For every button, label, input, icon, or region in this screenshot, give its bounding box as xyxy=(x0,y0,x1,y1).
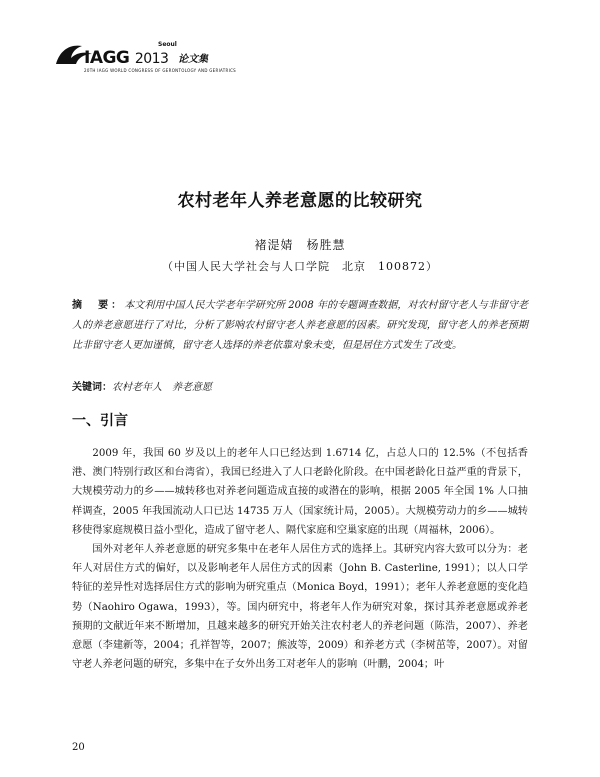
logo-text: IAGG 2013 xyxy=(84,48,169,68)
keywords-label: 关键词： xyxy=(72,382,112,393)
conference-header xyxy=(54,40,254,74)
keywords xyxy=(72,378,528,393)
abstract-label: 摘 要： xyxy=(72,300,125,311)
paper-authors: 褚湜婧 杨胜慧 xyxy=(254,238,346,252)
body-text xyxy=(72,444,528,674)
page-number: 20 xyxy=(72,742,85,753)
section-heading: 一、引言 xyxy=(72,413,128,429)
collection-label: 论文集 xyxy=(178,54,208,65)
paragraph: 国外对老年人养老意愿的研究多集中在老年人居住方式的选择上。其研究内容大致可以分为：老年人对居住方式的偏好，以及影响老年人居住方式的因素（John B. Casterline, 1991）；以人口学特征的差异性对选择居住方式的影响为研究重点（Monica Boyd，1991）；老年人养老意愿的变化趋势（Naohiro Ogawa，1993），等。国内研究中，将老年人作为研究对象，探讨其养老意愿或养老预期的文献近年来不断增加，且越来越多的研究开始关注农村老人的养老问题（陈浩，2007）、养老意愿（李建新等，2004；孔祥智等，2007；熊波等，2009）和养老方式（李树茁等，2007）。对留守老人养老问题的研究，多集中在子女外出务工对老年人的影响（叶鹏，2004；叶 xyxy=(72,544,528,671)
paragraph: 2009 年，我国 60 岁及以上的老年人口已经达到 1.6714 亿，占总人口的 12.5%（不包括香港、澳门特别行政区和台湾省），我国已经进入了人口老龄化阶段。在中国老龄化日益严重的背景下，大规模劳动力的乡——城转移也对养老问题造成直接的或潜在的影响，根据 2005 年全国 1% 人口抽样调查，2005 年我国流动人口已达 14735 万人（国家统计局，2005）。大规模劳动力的乡——城转移使得家庭规模日益小型化，造成了留守老人、隔代家庭和空巢家庭的出现（周福林，2006）。 xyxy=(72,448,528,536)
logo-subtitle: 20TH IAGG WORLD CONGRESS OF GERONTOLOGY AND GERIATRICS xyxy=(84,68,237,73)
paper-affiliation: （中国人民大学社会与人口学院 北京 100872） xyxy=(162,260,438,273)
logo-city: Seoul xyxy=(158,41,177,48)
keywords-text: 农村老年人 养老意愿 xyxy=(112,382,212,393)
abstract xyxy=(72,296,528,356)
paper-title: 农村老年人养老意愿的比较研究 xyxy=(177,191,423,211)
abstract-text: 本文利用中国人民大学老年学研究所 2008 年的专题调查数据，对农村留守老人与非留守老人的养老意愿进行了对比，分析了影响农村留守老人养老意愿的因素。研究发现，留守老人的养老预期比非留守老人更加谨慎，留守老人选择的养老依靠对象未变，但是居住方式发生了改变。 xyxy=(72,300,529,351)
